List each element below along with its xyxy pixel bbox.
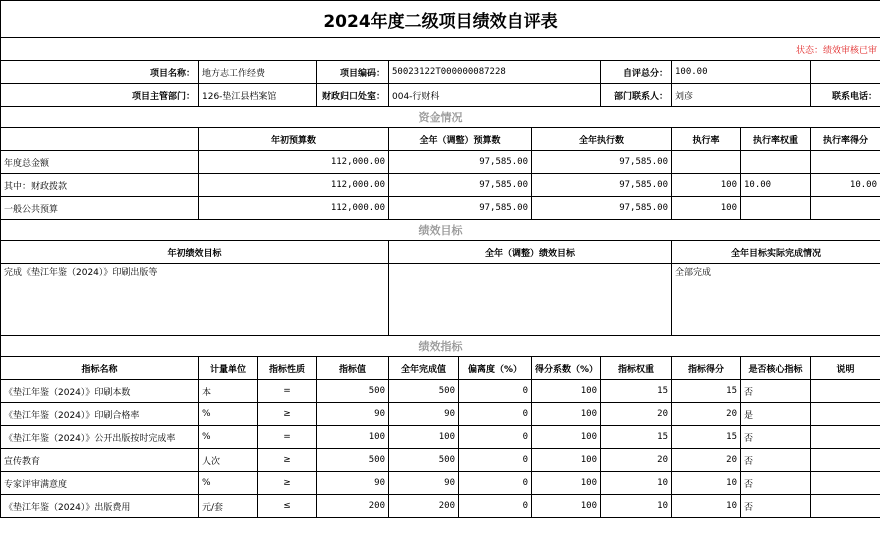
ind-row-actual: 200 bbox=[389, 495, 459, 518]
funds-row-score: 10.00 bbox=[811, 174, 880, 197]
ind-row-coef: 100 bbox=[532, 380, 601, 403]
ind-row-note bbox=[811, 495, 880, 518]
ind-row-nature: ≤ bbox=[258, 495, 317, 518]
ind-row-core: 是 bbox=[741, 403, 811, 426]
ind-row-dev: 0 bbox=[459, 495, 532, 518]
project-name-value: 地方志工作经费 bbox=[199, 61, 317, 84]
ind-row-target: 200 bbox=[317, 495, 389, 518]
ind-row-nature: ≥ bbox=[258, 449, 317, 472]
funds-row-score bbox=[811, 197, 880, 220]
ind-row-actual: 90 bbox=[389, 472, 459, 495]
table-row bbox=[1, 472, 880, 495]
ind-row-weight: 20 bbox=[601, 449, 672, 472]
funds-row-rate: 100 bbox=[672, 197, 741, 220]
funds-row-weight: 10.00 bbox=[741, 174, 811, 197]
funds-row-init: 112,000.00 bbox=[199, 151, 389, 174]
ind-row-coef: 100 bbox=[532, 449, 601, 472]
ind-row-target: 500 bbox=[317, 380, 389, 403]
ind-row-actual: 90 bbox=[389, 403, 459, 426]
ind-header-dev: 偏离度（%） bbox=[459, 357, 532, 380]
ind-row-name: 《垫江年鉴（2024）》印刷本数 bbox=[1, 380, 199, 403]
ind-row-core: 否 bbox=[741, 472, 811, 495]
ind-row-note bbox=[811, 380, 880, 403]
ind-row-score: 20 bbox=[672, 449, 741, 472]
funds-row-adj: 97,585.00 bbox=[389, 151, 532, 174]
ind-row-note bbox=[811, 403, 880, 426]
ind-row-score: 10 bbox=[672, 495, 741, 518]
goals-section-title: 绩效目标 bbox=[1, 220, 880, 241]
ind-row-weight: 15 bbox=[601, 380, 672, 403]
funds-row-score bbox=[811, 151, 880, 174]
funds-row-exec: 97,585.00 bbox=[532, 174, 672, 197]
ind-row-unit: 本 bbox=[199, 380, 258, 403]
funds-header-init: 年初预算数 bbox=[199, 128, 389, 151]
ind-row-core: 否 bbox=[741, 380, 811, 403]
ind-header-target: 指标值 bbox=[317, 357, 389, 380]
funds-row-name: 其中：财政拨款 bbox=[1, 174, 199, 197]
ind-row-coef: 100 bbox=[532, 495, 601, 518]
funds-header-blank bbox=[1, 128, 199, 151]
funds-row-weight bbox=[741, 197, 811, 220]
contact-value: 刘彦 bbox=[672, 84, 811, 107]
funds-row-adj: 97,585.00 bbox=[389, 197, 532, 220]
ind-row-name: 《垫江年鉴（2024）》印刷合格率 bbox=[1, 403, 199, 426]
table-row bbox=[1, 380, 880, 403]
project-name-label: 项目名称： bbox=[1, 61, 199, 84]
ind-header-score: 指标得分 bbox=[672, 357, 741, 380]
blank-cell bbox=[811, 61, 880, 84]
ind-row-weight: 20 bbox=[601, 403, 672, 426]
funds-header-weight: 执行率权重 bbox=[741, 128, 811, 151]
ind-row-core: 否 bbox=[741, 426, 811, 449]
project-code-label: 项目编码： bbox=[317, 61, 389, 84]
dept-value: 126-垫江县档案馆 bbox=[199, 84, 317, 107]
status-badge: 状态：绩效审核已审 bbox=[1, 38, 880, 61]
ind-row-dev: 0 bbox=[459, 380, 532, 403]
ind-row-name: 《垫江年鉴（2024）》公开出版按时完成率 bbox=[1, 426, 199, 449]
funds-header-exec: 全年执行数 bbox=[532, 128, 672, 151]
funds-row-rate: 100 bbox=[672, 174, 741, 197]
ind-row-dev: 0 bbox=[459, 426, 532, 449]
funds-row bbox=[1, 197, 880, 220]
ind-header-actual: 全年完成值 bbox=[389, 357, 459, 380]
goals-header-actual: 全年目标实际完成情况 bbox=[672, 241, 880, 264]
page-title: 2024年度二级项目绩效自评表 bbox=[1, 1, 880, 38]
ind-row-nature: = bbox=[258, 380, 317, 403]
funds-row-init: 112,000.00 bbox=[199, 197, 389, 220]
ind-header-coef: 得分系数（%） bbox=[532, 357, 601, 380]
table-row bbox=[1, 403, 880, 426]
ind-row-coef: 100 bbox=[532, 426, 601, 449]
ind-row-dev: 0 bbox=[459, 403, 532, 426]
project-code-value: 50023122T000000087228 bbox=[389, 61, 601, 84]
ind-row-target: 500 bbox=[317, 449, 389, 472]
funds-row-weight bbox=[741, 151, 811, 174]
ind-row-score: 20 bbox=[672, 403, 741, 426]
ind-row-coef: 100 bbox=[532, 403, 601, 426]
score-value: 100.00 bbox=[672, 61, 811, 84]
ind-header-core: 是否核心指标 bbox=[741, 357, 811, 380]
ind-header-weight: 指标权重 bbox=[601, 357, 672, 380]
ind-row-unit: % bbox=[199, 472, 258, 495]
funds-row-adj: 97,585.00 bbox=[389, 174, 532, 197]
indicator-rows bbox=[1, 380, 880, 518]
funds-row-exec: 97,585.00 bbox=[532, 151, 672, 174]
ind-row-dev: 0 bbox=[459, 449, 532, 472]
table-row bbox=[1, 495, 880, 518]
ind-row-name: 专家评审满意度 bbox=[1, 472, 199, 495]
table-row bbox=[1, 449, 880, 472]
ind-row-actual: 500 bbox=[389, 449, 459, 472]
phone-label: 联系电话： bbox=[811, 84, 880, 107]
indicators-section-title: 绩效指标 bbox=[1, 336, 880, 357]
ind-row-unit: % bbox=[199, 403, 258, 426]
ind-row-note bbox=[811, 472, 880, 495]
ind-row-unit: % bbox=[199, 426, 258, 449]
ind-row-core: 否 bbox=[741, 449, 811, 472]
funds-header-score: 执行率得分 bbox=[811, 128, 880, 151]
finance-value: 004-行财科 bbox=[389, 84, 601, 107]
ind-row-name: 《垫江年鉴（2024）》出版费用 bbox=[1, 495, 199, 518]
ind-header-note: 说明 bbox=[811, 357, 880, 380]
goals-header-adjusted: 全年（调整）绩效目标 bbox=[389, 241, 672, 264]
ind-row-weight: 10 bbox=[601, 495, 672, 518]
funds-row-rate bbox=[672, 151, 741, 174]
dept-label: 项目主管部门： bbox=[1, 84, 199, 107]
funds-header-adj: 全年（调整）预算数 bbox=[389, 128, 532, 151]
ind-header-nature: 指标性质 bbox=[258, 357, 317, 380]
ind-row-dev: 0 bbox=[459, 472, 532, 495]
ind-row-nature: ≥ bbox=[258, 472, 317, 495]
ind-row-note bbox=[811, 426, 880, 449]
goals-initial-text: 完成《垫江年鉴（2024）》印刷出版等 bbox=[1, 264, 389, 336]
ind-row-score: 15 bbox=[672, 380, 741, 403]
ind-row-actual: 100 bbox=[389, 426, 459, 449]
ind-header-unit: 计量单位 bbox=[199, 357, 258, 380]
ind-row-target: 90 bbox=[317, 472, 389, 495]
goals-header-initial: 年初绩效目标 bbox=[1, 241, 389, 264]
table-row bbox=[1, 426, 880, 449]
ind-row-core: 否 bbox=[741, 495, 811, 518]
funds-row-name: 年度总金额 bbox=[1, 151, 199, 174]
funds-row-exec: 97,585.00 bbox=[532, 197, 672, 220]
ind-row-actual: 500 bbox=[389, 380, 459, 403]
funds-row bbox=[1, 174, 880, 197]
funds-row-name: 一般公共预算 bbox=[1, 197, 199, 220]
ind-row-unit: 元/套 bbox=[199, 495, 258, 518]
contact-label: 部门联系人： bbox=[601, 84, 672, 107]
ind-row-score: 10 bbox=[672, 472, 741, 495]
goals-actual-text: 全部完成 bbox=[672, 264, 880, 336]
ind-row-coef: 100 bbox=[532, 472, 601, 495]
ind-row-score: 15 bbox=[672, 426, 741, 449]
ind-row-weight: 15 bbox=[601, 426, 672, 449]
funds-row-init: 112,000.00 bbox=[199, 174, 389, 197]
ind-row-target: 100 bbox=[317, 426, 389, 449]
ind-row-name: 宣传教育 bbox=[1, 449, 199, 472]
ind-row-nature: ≥ bbox=[258, 403, 317, 426]
ind-row-target: 90 bbox=[317, 403, 389, 426]
ind-header-name: 指标名称 bbox=[1, 357, 199, 380]
ind-row-nature: = bbox=[258, 426, 317, 449]
ind-row-weight: 10 bbox=[601, 472, 672, 495]
ind-row-unit: 人次 bbox=[199, 449, 258, 472]
funds-section-title: 资金情况 bbox=[1, 107, 880, 128]
ind-row-note bbox=[811, 449, 880, 472]
goals-adjusted-text bbox=[389, 264, 672, 336]
funds-row bbox=[1, 151, 880, 174]
finance-label: 财政归口处室： bbox=[317, 84, 389, 107]
score-label: 自评总分： bbox=[601, 61, 672, 84]
funds-header-rate: 执行率 bbox=[672, 128, 741, 151]
